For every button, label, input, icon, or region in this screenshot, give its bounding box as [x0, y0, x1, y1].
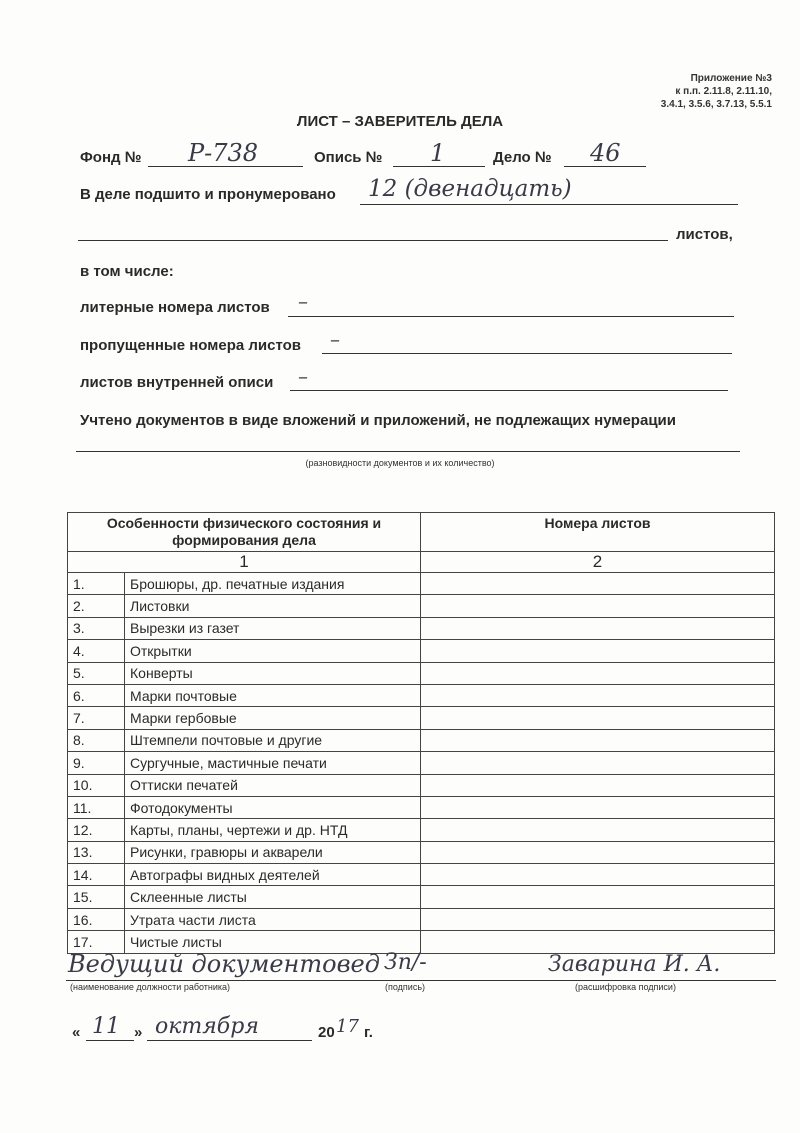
table-row [68, 864, 775, 886]
column-number-2: 2 [421, 552, 775, 573]
letter-numbers-value: – [298, 289, 308, 313]
table-row [68, 662, 775, 684]
date-year-prefix: 20 [318, 1024, 335, 1041]
table-row [68, 752, 775, 774]
row-page-numbers [421, 841, 775, 863]
row-page-numbers [421, 662, 775, 684]
row-number: 17. [68, 931, 125, 953]
fond-value: Р-738 [188, 139, 259, 167]
row-page-numbers [421, 864, 775, 886]
header-col2: Номера листов [421, 513, 775, 552]
letter-numbers-line [288, 316, 734, 317]
missing-numbers-line [322, 353, 732, 354]
inner-inventory-line [290, 390, 728, 391]
row-feature-name: Карты, планы, чертежи и др. НТД [125, 819, 421, 841]
table-row [68, 707, 775, 729]
sewn-line [360, 204, 738, 205]
row-feature-name: Марки почтовые [125, 684, 421, 706]
date-day: 11 [92, 1014, 120, 1039]
accounted-line [76, 451, 740, 452]
row-feature-name: Рисунки, гравюры и акварели [125, 841, 421, 863]
row-feature-name: Открытки [125, 640, 421, 662]
row-number: 16. [68, 908, 125, 930]
row-number: 9. [68, 752, 125, 774]
row-number: 11. [68, 796, 125, 818]
signature-line [66, 980, 776, 981]
row-page-numbers [421, 573, 775, 595]
accounted-label: Учтено документов в виде вложений и приложений, не подлежащих нумерации [80, 412, 676, 429]
header-col1: Особенности физического состояния и формирования дела [68, 513, 421, 552]
row-page-numbers [421, 707, 775, 729]
position-value: Ведущий документовед [68, 950, 380, 978]
row-page-numbers [421, 595, 775, 617]
row-feature-name: Конверты [125, 662, 421, 684]
row-number: 8. [68, 729, 125, 751]
row-number: 7. [68, 707, 125, 729]
decoding-caption: (расшифровка подписи) [575, 982, 676, 992]
including-label: в том числе: [80, 263, 174, 280]
table-row [68, 819, 775, 841]
sewn-value: 12 (двенадцать) [368, 176, 572, 202]
row-number: 15. [68, 886, 125, 908]
row-number: 14. [68, 864, 125, 886]
row-feature-name: Штемпели почтовые и другие [125, 729, 421, 751]
row-page-numbers [421, 819, 775, 841]
date-month-line [147, 1040, 312, 1041]
table-row [68, 886, 775, 908]
table-row [68, 841, 775, 863]
table-row [68, 774, 775, 796]
missing-numbers-label: пропущенные номера листов [80, 337, 301, 354]
sewn-line-2 [78, 240, 668, 241]
appendix-line3: 3.4.1, 3.5.6, 3.7.13, 5.5.1 [660, 99, 772, 110]
row-number: 6. [68, 684, 125, 706]
appendix-line2: к п.п. 2.11.8, 2.11.10, [675, 86, 772, 97]
row-feature-name: Листовки [125, 595, 421, 617]
date-year-unit: г. [364, 1024, 373, 1041]
row-page-numbers [421, 752, 775, 774]
row-number: 4. [68, 640, 125, 662]
row-feature-name: Утрата части листа [125, 908, 421, 930]
missing-numbers-value: – [330, 327, 340, 351]
row-feature-name: Сургучные, мастичные печати [125, 752, 421, 774]
row-number: 3. [68, 617, 125, 639]
row-number: 1. [68, 573, 125, 595]
table-row [68, 729, 775, 751]
table-row [68, 684, 775, 706]
row-feature-name: Автографы видных деятелей [125, 864, 421, 886]
accounted-caption: (разновидности документов и их количество) [305, 458, 495, 468]
position-caption: (наименование должности работника) [70, 982, 231, 992]
appendix-note [552, 72, 772, 111]
appendix-line1: Приложение №3 [690, 73, 772, 84]
row-page-numbers [421, 931, 775, 953]
table-row [68, 595, 775, 617]
opis-value: 1 [430, 139, 446, 167]
delo-value: 46 [590, 139, 621, 167]
opis-label: Опись № [314, 149, 383, 166]
decoding-value: Заварина И. А. [548, 952, 721, 977]
fond-label: Фонд № [80, 149, 142, 166]
date-year-suffix: 17 [336, 1016, 359, 1037]
table-row [68, 573, 775, 595]
date-month: октября [155, 1014, 259, 1039]
row-page-numbers [421, 908, 775, 930]
row-number: 2. [68, 595, 125, 617]
row-feature-name: Марки гербовые [125, 707, 421, 729]
row-number: 10. [68, 774, 125, 796]
row-page-numbers [421, 640, 775, 662]
inner-inventory-label: листов внутренней описи [80, 374, 274, 391]
date-open-quote: « [72, 1024, 81, 1041]
row-page-numbers [421, 796, 775, 818]
table-row [68, 640, 775, 662]
date-close-quote: » [134, 1024, 143, 1041]
row-page-numbers [421, 684, 775, 706]
date-day-line [86, 1040, 134, 1041]
row-number: 5. [68, 662, 125, 684]
row-feature-name: Склеенные листы [125, 886, 421, 908]
row-feature-name: Вырезки из газет [125, 617, 421, 639]
row-page-numbers [421, 617, 775, 639]
letter-numbers-label: литерные номера листов [80, 299, 270, 316]
row-feature-name: Фотодокументы [125, 796, 421, 818]
table-row [68, 796, 775, 818]
row-feature-name: Оттиски печатей [125, 774, 421, 796]
delo-label: Дело № [493, 149, 552, 166]
table-row [68, 617, 775, 639]
column-number-1: 1 [68, 552, 421, 573]
row-page-numbers [421, 774, 775, 796]
sewn-label: В деле подшито и пронумеровано [80, 186, 336, 203]
sewn-suffix: листов, [676, 226, 733, 243]
row-page-numbers [421, 886, 775, 908]
row-number: 13. [68, 841, 125, 863]
row-page-numbers [421, 729, 775, 751]
signature-caption: (подпись) [385, 982, 426, 992]
features-table [67, 512, 775, 954]
table-row [68, 908, 775, 930]
inner-inventory-value: – [298, 364, 308, 388]
row-feature-name: Чистые листы [125, 931, 421, 953]
row-number: 12. [68, 819, 125, 841]
document-title: ЛИСТ – ЗАВЕРИТЕЛЬ ДЕЛА [296, 113, 504, 130]
signature-value: Зп/- [384, 950, 427, 975]
row-feature-name: Брошюры, др. печатные издания [125, 573, 421, 595]
